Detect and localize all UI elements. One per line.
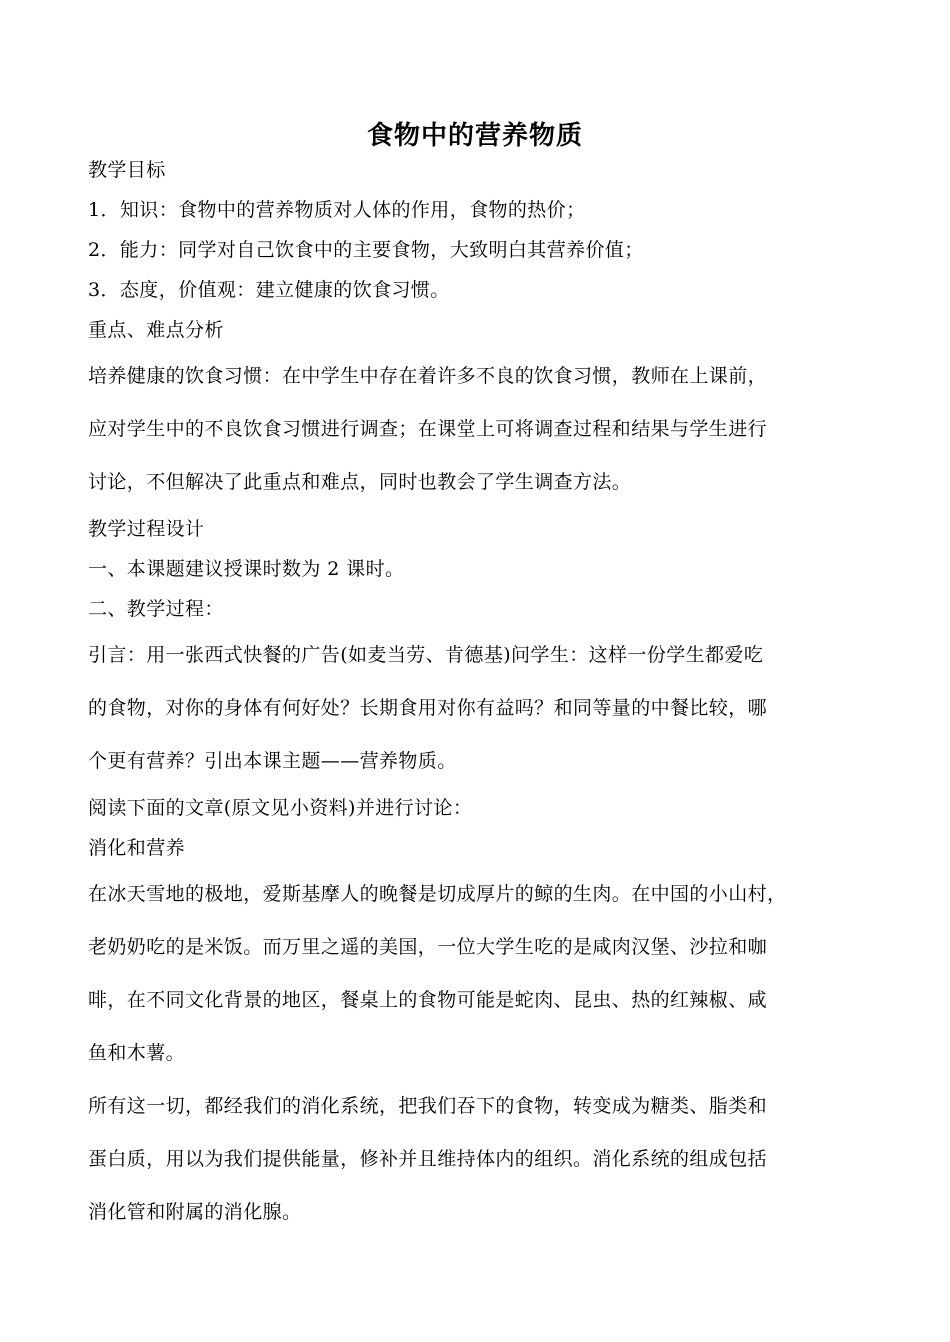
paragraph-line: 的食物，对你的身体有何好处？长期食用对你有益吗？和同等量的中餐比较，哪 xyxy=(88,697,768,719)
text-line: 消化和营养 xyxy=(88,837,186,859)
paragraph-healthy-habits xyxy=(88,350,878,509)
paragraph-line: 所有这一切，都经我们的消化系统，把我们吞下的食物，转变成为糖类、脂类和 xyxy=(88,1095,768,1117)
heading-key-difficulty xyxy=(88,310,878,350)
reading-instruction xyxy=(88,788,878,828)
paragraph-line: 引言：用一张西式快餐的广告(如麦当劳、肯德基)问学生：这样一份学生都爱吃 xyxy=(88,644,764,666)
paragraph-line: 啡，在不同文化背景的地区，餐桌上的食物可能是蛇肉、昆虫、热的红辣椒、咸 xyxy=(88,989,768,1011)
paragraph-line: 蛋白质，用以为我们提供能量，修补并且维持体内的组织。消化系统的组成包括 xyxy=(88,1148,768,1170)
paragraph-line: 消化管和附属的消化腺。 xyxy=(88,1201,302,1223)
document-body xyxy=(88,150,878,1239)
paragraph-diets xyxy=(88,868,878,1080)
paragraph-line: 讨论，不但解决了此重点和难点，同时也教会了学生调查方法。 xyxy=(88,471,632,493)
text-line: 1．知识：食物中的营养物质对人体的作用，食物的热价； xyxy=(88,199,586,221)
text-line: 一、本课题建议授课时数为 2 课时。 xyxy=(88,558,405,580)
paragraph-line: 鱼和木薯。 xyxy=(88,1042,186,1064)
paragraph-introduction xyxy=(88,629,878,788)
objective-knowledge xyxy=(88,190,878,230)
text-line: 3．态度，价值观：建立健康的饮食习惯。 xyxy=(88,279,450,301)
text-line: 教学过程设计 xyxy=(88,518,205,540)
objective-attitude xyxy=(88,270,878,310)
heading-process-design xyxy=(88,509,878,549)
text-line: 教学目标 xyxy=(88,159,166,181)
objective-ability xyxy=(88,230,878,270)
paragraph-digestive-system xyxy=(88,1080,878,1239)
paragraph-line: 培养健康的饮食习惯：在中学生中存在着许多不良的饮食习惯，教师在上课前， xyxy=(88,365,768,387)
text-line: 2．能力：同学对自己饮食中的主要食物，大致明白其营养价值； xyxy=(88,239,644,261)
text-line: 二、教学过程： xyxy=(88,598,224,620)
item-teaching-process xyxy=(88,589,878,629)
text-line: 阅读下面的文章(原文见小资料)并进行讨论： xyxy=(88,797,473,819)
text-line: 重点、难点分析 xyxy=(88,319,224,341)
document-title: 食物中的营养物质 xyxy=(366,121,583,151)
paragraph-line: 应对学生中的不良饮食习惯进行调查；在课堂上可将调查过程和结果与学生进行 xyxy=(88,418,768,440)
paragraph-line: 个更有营养？引出本课主题——营养物质。 xyxy=(88,750,457,772)
paragraph-line: 老奶奶吃的是米饭。而万里之遥的美国，一位大学生吃的是咸肉汉堡、沙拉和咖 xyxy=(88,936,768,958)
heading-teaching-objectives xyxy=(88,150,878,190)
item-class-hours xyxy=(88,549,878,589)
heading-digestion-nutrition xyxy=(88,828,878,868)
paragraph-line: 在冰天雪地的极地，爱斯基摩人的晚餐是切成厚片的鲸的生肉。在中国的小山村， xyxy=(88,883,787,905)
